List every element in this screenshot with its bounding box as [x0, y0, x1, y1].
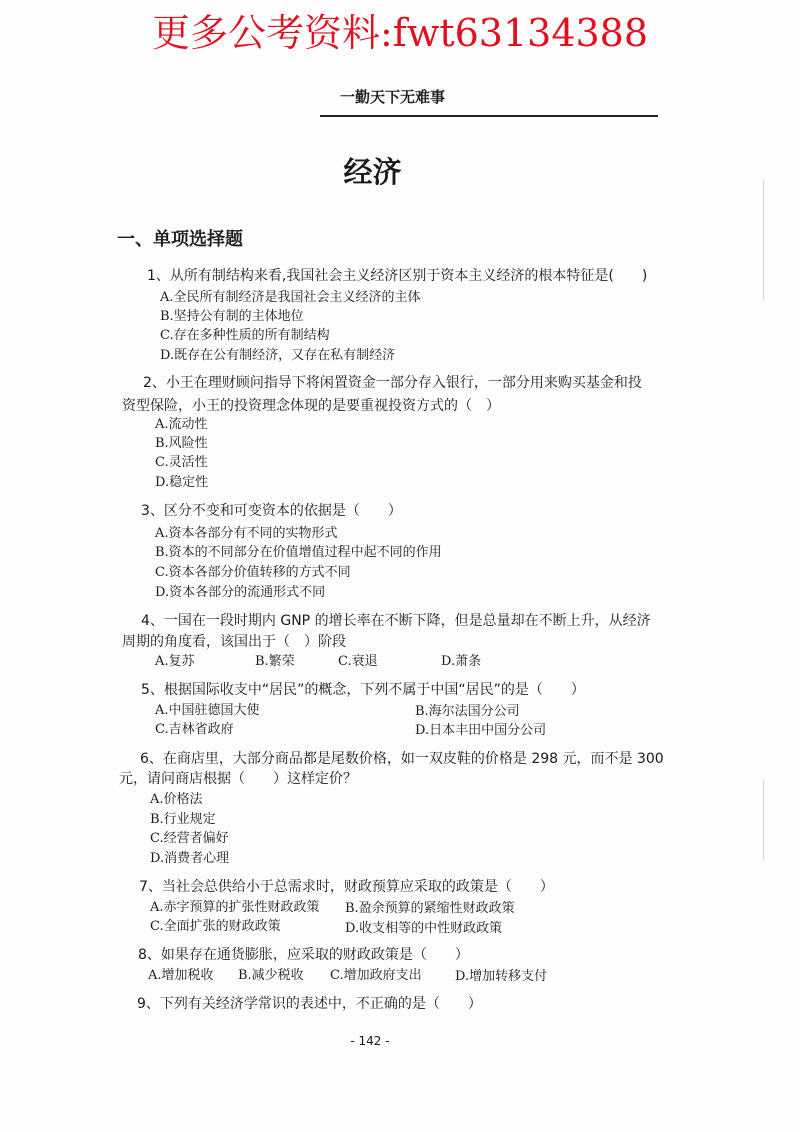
question-option: C.存在多种性质的所有制结构: [160, 328, 330, 343]
page-number: - 142 -: [350, 1034, 390, 1048]
question-option: D.资本各部分的流通形式不同: [155, 585, 326, 600]
question-option: B.坚持公有制的主体地位: [160, 309, 304, 324]
question-option: C.衰退: [338, 654, 378, 669]
question-stem: 5、根据国际收支中“居民”的概念，下列不属于中国“居民”的是（ ）: [141, 682, 585, 698]
question-stem: 资型保险，小王的投资理念体现的是要重视投资方式的（ ）: [122, 398, 500, 414]
question-option: B.行业规定: [150, 812, 216, 827]
question-option: A.全民所有制经济是我国社会主义经济的主体: [160, 290, 421, 305]
question-option: C.经营者偏好: [150, 831, 229, 846]
header-rule: [320, 115, 658, 117]
question-stem: 周期的角度看，该国出于（ ）阶段: [122, 634, 346, 650]
question-option: A.复苏: [155, 654, 195, 669]
scan-edge-line: [763, 180, 764, 300]
question-stem: 1、从所有制结构来看,我国社会主义经济区别于资本主义经济的根本特征是( ): [147, 268, 648, 284]
question-option: D.既存在公有制经济，又存在私有制经济: [160, 348, 396, 363]
question-stem: 2、小王在理财顾问指导下将闲置资金一部分存入银行，一部分用来购买基金和投: [143, 375, 642, 391]
question-option: B.繁荣: [255, 654, 295, 669]
question-option: D.日本丰田中国分公司: [415, 723, 547, 738]
question-option: B.资本的不同部分在价值增值过程中起不同的作用: [155, 545, 442, 560]
question-option: C.增加政府支出: [330, 968, 422, 983]
question-option: C.灵活性: [155, 455, 208, 470]
question-option: D.收支相等的中性财政政策: [345, 921, 503, 936]
question-stem: 3、区分不变和可变资本的依据是（ ）: [141, 503, 402, 519]
question-option: A.流动性: [155, 417, 208, 432]
question-option: B.海尔法国分公司: [415, 704, 520, 719]
question-option: A.价格法: [150, 792, 203, 807]
page-title: 经济: [343, 155, 402, 189]
question-option: D.增加转移支付: [455, 969, 548, 984]
question-stem: 9、下列有关经济学常识的表述中，不正确的是（ ）: [137, 996, 482, 1012]
question-stem: 4、一国在一段时期内 GNP 的增长率在不断下降，但是总量却在不断上升，从经济: [141, 613, 651, 629]
question-option: B.减少税收: [238, 968, 304, 983]
question-option: A.赤字预算的扩张性财政政策: [150, 900, 320, 915]
section-heading: 一、单项选择题: [117, 229, 243, 250]
question-option: C.资本各部分价值转移的方式不同: [155, 565, 351, 580]
question-option: A.增加税收: [148, 968, 214, 983]
question-option: D.消费者心理: [150, 851, 230, 866]
question-option: C.全面扩张的财政政策: [150, 919, 281, 934]
question-option: A.中国驻德国大使: [155, 703, 260, 718]
scan-edge-line: [763, 780, 764, 860]
question-option: D.稳定性: [155, 475, 209, 490]
question-stem: 8、如果存在通货膨胀，应采取的财政政策是（ ）: [138, 947, 469, 963]
question-stem: 元，请问商店根据（ ）这样定价？: [119, 771, 357, 787]
header-motto: 一勤天下无难事: [340, 88, 446, 106]
question-stem: 6、在商店里，大部分商品都是尾数价格，如一双皮鞋的价格是 298 元，而不是 300: [140, 751, 664, 767]
question-option: C.吉林省政府: [155, 722, 234, 737]
question-stem: 7、当社会总供给小于总需求时，财政预算应采取的政策是（ ）: [139, 879, 554, 895]
question-option: B.盈余预算的紧缩性财政政策: [345, 901, 515, 916]
question-option: B.风险性: [155, 436, 208, 451]
question-option: D.萧条: [441, 654, 482, 669]
watermark-text: 更多公考资料:fwt63134388: [151, 11, 649, 55]
question-option: A.资本各部分有不同的实物形式: [155, 526, 338, 541]
